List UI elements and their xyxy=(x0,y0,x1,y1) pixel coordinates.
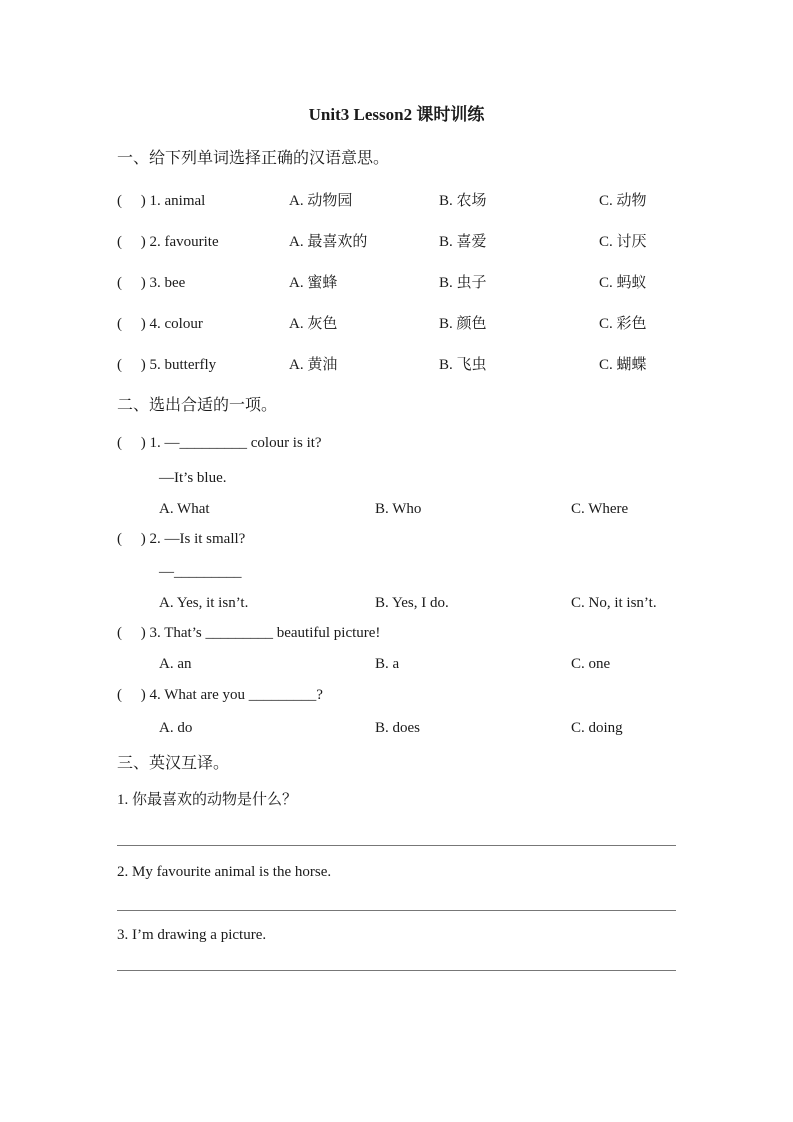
option-c: C. Where xyxy=(571,501,629,517)
option-b: B. a xyxy=(375,656,400,672)
word-choice-row-4 xyxy=(117,314,676,334)
translation-item-2: 2. My favourite animal is the horse. xyxy=(117,864,332,880)
question-line-4: ( ) 4. What are you _________? xyxy=(117,687,323,703)
option-a: A. 蜜蜂 xyxy=(289,275,338,291)
question-line-1: ( ) 1. —_________ colour is it? xyxy=(117,435,322,451)
question-line-3: ( ) 3. That’s _________ beautiful picture! xyxy=(117,625,381,641)
option-a: A. 黄油 xyxy=(289,357,338,373)
word-choice-row-5 xyxy=(117,355,676,375)
options-row-4 xyxy=(117,718,676,738)
option-a: A. 灰色 xyxy=(289,316,338,332)
option-c: C. 讨厌 xyxy=(599,234,647,250)
option-b: B. 喜爱 xyxy=(439,234,487,250)
question-reply-line-1: —It’s blue. xyxy=(159,470,227,486)
section-2-heading: 二、选出合适的一项。 xyxy=(117,397,278,414)
option-b: B. 颜色 xyxy=(439,316,487,332)
option-c: C. one xyxy=(571,656,611,672)
question-word: ( ) 5. butterfly xyxy=(117,357,217,373)
option-b: B. does xyxy=(375,720,420,736)
options-row-1 xyxy=(117,499,676,519)
answer-blank-line-2 xyxy=(117,910,676,911)
option-c: C. doing xyxy=(571,720,623,736)
word-choice-row-1 xyxy=(117,191,676,211)
option-a: A. 动物园 xyxy=(289,193,353,209)
option-b: B. 飞虫 xyxy=(439,357,487,373)
question-word: ( ) 1. animal xyxy=(117,193,206,209)
section-1-heading: 一、给下列单词选择正确的汉语意思。 xyxy=(117,150,390,167)
option-c: C. 彩色 xyxy=(599,316,647,332)
options-row-2 xyxy=(117,593,676,613)
option-a: A. an xyxy=(159,656,192,672)
option-c: C. No, it isn’t. xyxy=(571,595,657,611)
question-word: ( ) 4. colour xyxy=(117,316,203,332)
translation-item-1: 1. 你最喜欢的动物是什么？ xyxy=(117,792,298,808)
option-a: A. What xyxy=(159,501,210,517)
option-c: C. 蚂蚁 xyxy=(599,275,647,291)
answer-blank-line-3 xyxy=(117,970,676,971)
option-a: A. Yes, it isn’t. xyxy=(159,595,249,611)
question-reply-line-2: —_________ xyxy=(159,564,242,580)
worksheet-title: Unit3 Lesson2 课时训练 xyxy=(308,105,485,124)
option-b: B. 虫子 xyxy=(439,275,487,291)
option-c: C. 蝴蝶 xyxy=(599,357,647,373)
option-a: A. do xyxy=(159,720,193,736)
option-b: B. 农场 xyxy=(439,193,487,209)
option-b: B. Yes, I do. xyxy=(375,595,449,611)
options-row-3 xyxy=(117,654,676,674)
translation-item-3: 3. I’m drawing a picture. xyxy=(117,927,267,943)
question-word: ( ) 2. favourite xyxy=(117,234,219,250)
word-choice-row-3 xyxy=(117,273,676,293)
option-a: A. 最喜欢的 xyxy=(289,234,368,250)
option-b: B. Who xyxy=(375,501,422,517)
section-3-heading: 三、英汉互译。 xyxy=(117,755,230,772)
option-c: C. 动物 xyxy=(599,193,647,209)
answer-blank-line-1 xyxy=(117,845,676,846)
question-word: ( ) 3. bee xyxy=(117,275,186,291)
word-choice-table xyxy=(117,191,676,375)
question-line-2: ( ) 2. —Is it small? xyxy=(117,531,246,547)
word-choice-row-2 xyxy=(117,232,676,252)
